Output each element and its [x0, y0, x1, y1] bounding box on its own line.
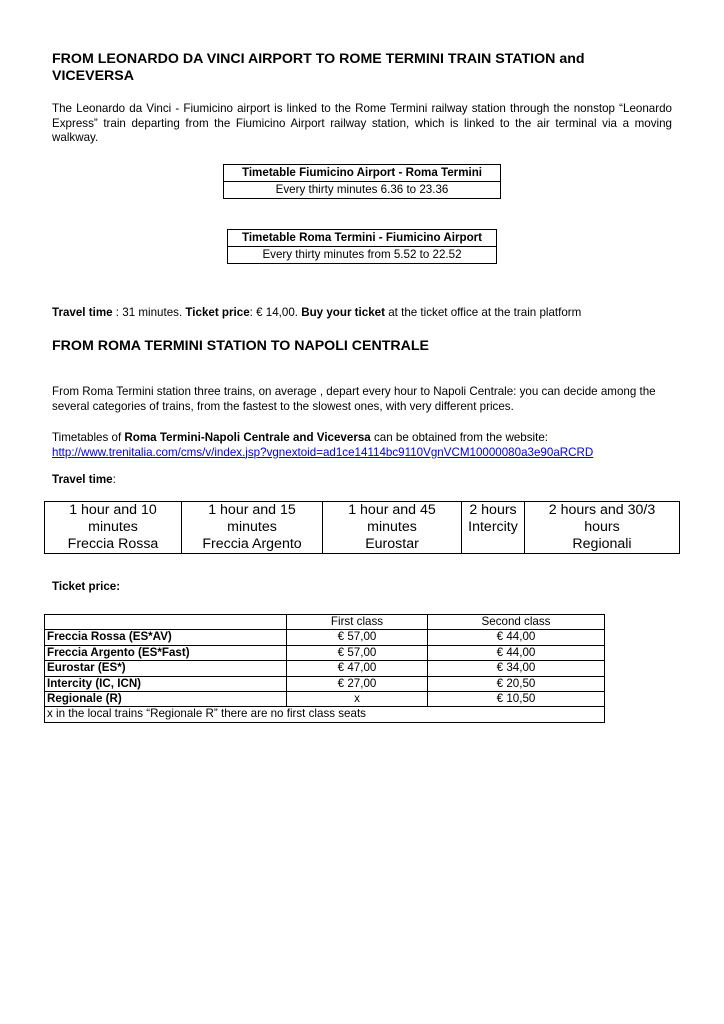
travel-time-label: Travel time: [52, 306, 113, 319]
travel-time-line: 2 hours and 30/3: [548, 502, 656, 518]
napoli-intro-paragraph: From Roma Termini station three trains, on average , depart every hour to Napoli Centrale: you can decide among the several categories of trains, from the fastest to the slowest ones, with very different prices.: [52, 385, 656, 413]
travel-time-line: 1 hour and 15: [208, 502, 296, 518]
travel-time-cell: [525, 502, 680, 554]
train-name: Freccia Argento (ES*Fast): [45, 645, 287, 660]
buy-ticket-label: Buy your ticket: [301, 306, 385, 319]
travel-time-line: minutes: [367, 519, 417, 535]
table-footnote: x in the local trains “Regionale R” there are no first class seats: [45, 707, 605, 722]
travel-time-line: minutes: [88, 519, 138, 535]
train-name: Regionale (R): [45, 692, 287, 707]
first-class-price: x: [287, 692, 428, 707]
ticket-price-value: : € 14,00.: [249, 306, 302, 319]
table-row: [45, 676, 605, 691]
column-header-second-class: Second class: [428, 615, 605, 630]
first-class-price: € 47,00: [287, 661, 428, 676]
train-type: Freccia Rossa: [67, 536, 159, 552]
column-header-first-class: First class: [287, 615, 428, 630]
second-class-price: € 10,50: [428, 692, 605, 707]
first-class-price: € 57,00: [287, 645, 428, 660]
ticket-price-table: [44, 614, 605, 723]
travel-time-heading-label: Travel time: [52, 473, 113, 486]
timetable-value: Every thirty minutes from 5.52 to 22.52: [228, 247, 497, 264]
timetable-termini-fiumicino: [227, 229, 497, 264]
first-class-price: € 27,00: [287, 676, 428, 691]
column-header: [45, 615, 287, 630]
travel-time-heading-colon: :: [112, 473, 116, 486]
ticket-price-label: Ticket price: [185, 306, 250, 319]
train-name: Eurostar (ES*): [45, 661, 287, 676]
timetables-prefix: Timetables of: [52, 431, 125, 444]
airport-intro-paragraph: The Leonardo da Vinci - Fiumicino airport is linked to the Rome Termini railway station through the nonstop “Leonardo Express” train departing from the Fiumicino Airport railway station, which is linked to the air terminal via a moving walkway.: [52, 102, 672, 144]
travel-time-line: minutes: [227, 519, 277, 535]
timetable-fiumicino-termini: [223, 164, 501, 199]
travel-time-value: : 31 minutes.: [112, 306, 186, 319]
travel-time-line: 2 hours: [469, 502, 517, 518]
timetables-info: [52, 431, 692, 460]
second-class-price: € 44,00: [428, 630, 605, 645]
travel-time-heading: [52, 473, 116, 488]
timetable-value: Every thirty minutes 6.36 to 23.36: [224, 182, 501, 199]
train-name: Freccia Rossa (ES*AV): [45, 630, 287, 645]
travel-time-cell: [462, 502, 525, 554]
train-type: Eurostar: [365, 536, 419, 552]
table-row: [45, 692, 605, 707]
timetable-header: Timetable Roma Termini - Fiumicino Airport: [228, 230, 497, 247]
table-header-row: [45, 615, 605, 630]
trenitalia-link[interactable]: http://www.trenitalia.com/cms/v/index.jsp?vgnextoid=ad1ce14114bc9110VgnVCM10000080a3e90aRCRD: [52, 445, 594, 459]
second-class-price: € 44,00: [428, 645, 605, 660]
second-class-price: € 20,50: [428, 676, 605, 691]
travel-time-cell: [182, 502, 323, 554]
travel-time-line: 1 hour and 45: [348, 502, 436, 518]
travel-times-table: [44, 501, 680, 554]
train-type: Regionali: [572, 536, 632, 552]
timetables-route: Roma Termini-Napoli Centrale and Viceversa: [124, 431, 371, 444]
travel-time-line: 1 hour and 10: [69, 502, 157, 518]
first-class-price: € 57,00: [287, 630, 428, 645]
section-title-airport: FROM LEONARDO DA VINCI AIRPORT TO ROME TERMINI TRAIN STATION and VICEVERSA: [52, 51, 585, 84]
buy-ticket-value: at the ticket office at the train platform: [384, 306, 582, 319]
timetable-header: Timetable Fiumicino Airport - Roma Termini: [224, 165, 501, 182]
train-type: Intercity: [468, 519, 518, 535]
train-name: Intercity (IC, ICN): [45, 676, 287, 691]
section-title-napoli: FROM ROMA TERMINI STATION TO NAPOLI CENTRALE: [52, 338, 429, 354]
travel-time-cell: [323, 502, 462, 554]
second-class-price: € 34,00: [428, 661, 605, 676]
timetables-suffix: can be obtained from the website:: [370, 431, 548, 444]
travel-info-line: [52, 306, 692, 321]
ticket-price-heading: Ticket price:: [52, 580, 121, 593]
table-row: [45, 645, 605, 660]
table-row: [45, 661, 605, 676]
table-row: [45, 630, 605, 645]
table-footnote-row: [45, 707, 605, 722]
train-type: Freccia Argento: [202, 536, 302, 552]
travel-time-cell: [45, 502, 182, 554]
travel-time-line: hours: [584, 519, 620, 535]
